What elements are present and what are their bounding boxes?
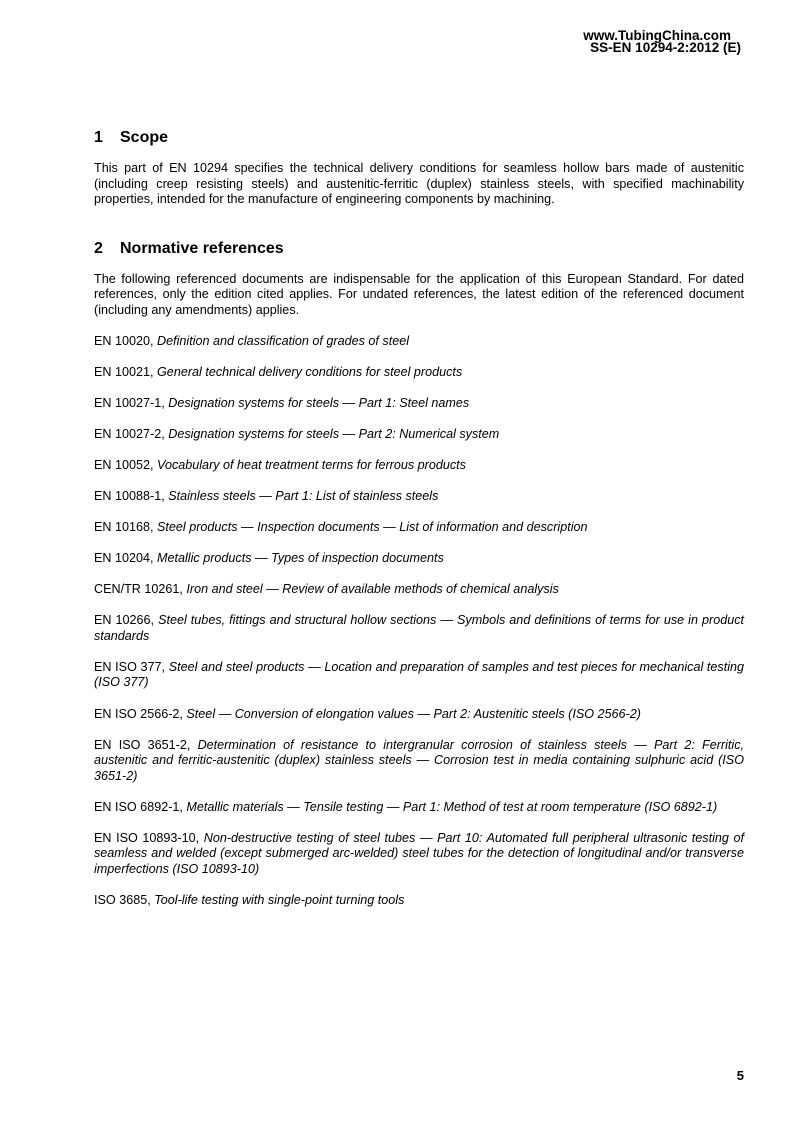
page-header xyxy=(583,30,741,54)
reference-code: EN ISO 3651-2, xyxy=(94,737,191,752)
reference-title: Designation systems for steels — Part 1: Steel names xyxy=(168,395,470,410)
reference-title: Metallic products — Types of inspection documents xyxy=(157,551,444,566)
reference-title: Steel and steel products — Location and preparation of samples and test pieces for mechanical testing (ISO 377) xyxy=(94,659,745,690)
reference-item xyxy=(94,660,744,691)
reference-code: EN ISO 377, xyxy=(94,659,166,674)
reference-code: EN 10266, xyxy=(94,613,155,628)
section-title: Normative references xyxy=(120,239,284,257)
section-number: 1 xyxy=(94,129,103,146)
reference-title: Determination of resistance to intergranular corrosion of stainless steels — Part 2: Ferritic, austenitic and ferritic-austenitic (duplex) stainless steels — Corrosion test in media containing sulphuric acid (ISO 3651-2) xyxy=(94,737,745,783)
reference-code: EN 10088-1, xyxy=(94,488,165,503)
reference-code: EN 10021, xyxy=(94,364,154,379)
reference-item xyxy=(94,489,744,505)
reference-code: EN 10020, xyxy=(94,333,154,348)
reference-title: Metallic materials — Tensile testing — Part 1: Method of test at room temperature (ISO 6892-1) xyxy=(186,799,718,814)
reference-item xyxy=(94,551,744,567)
reference-code: EN ISO 2566-2, xyxy=(94,706,183,721)
reference-title: Steel — Conversion of elongation values — Part 2: Austenitic steels (ISO 2566-2) xyxy=(186,706,641,721)
reference-item xyxy=(94,707,744,723)
reference-item xyxy=(94,365,744,381)
reference-code: EN ISO 6892-1, xyxy=(94,799,183,814)
reference-title: Steel tubes, fittings and structural hollow sections — Symbols and definitions of terms for use in product standards xyxy=(94,613,745,643)
reference-title: Definition and classification of grades of steel xyxy=(157,333,410,348)
reference-item xyxy=(94,427,744,443)
scope-paragraph: This part of EN 10294 specifies the technical delivery conditions for seamless hollow bars made of austenitic (including creep resisting steels) and austenitic-ferritic (duplex) stainless steels, with specified machinability properties, intended for the manufacture of engineering components by machining. xyxy=(94,161,744,206)
section-title: Scope xyxy=(120,129,169,146)
reference-item xyxy=(94,520,744,536)
reference-item xyxy=(94,893,744,909)
reference-title: Vocabulary of heat treatment terms for ferrous products xyxy=(157,457,466,472)
reference-code: EN ISO 10893-10, xyxy=(94,830,200,845)
reference-code: EN 10052, xyxy=(94,457,154,472)
reference-item xyxy=(94,458,744,474)
document-id: SS-EN 10294-2:2012 (E) xyxy=(590,40,741,55)
reference-code: EN 10027-1, xyxy=(94,395,165,410)
main-content xyxy=(94,128,744,924)
reference-list xyxy=(94,334,744,909)
reference-code: EN 10204, xyxy=(94,551,154,566)
reference-title: Tool-life testing with single-point turning tools xyxy=(154,892,405,907)
reference-title: Stainless steels — Part 1: List of stainless steels xyxy=(168,488,439,503)
reference-item xyxy=(94,738,744,785)
reference-item xyxy=(94,831,744,878)
reference-title: General technical delivery conditions for steel products xyxy=(157,364,463,379)
reference-title: Designation systems for steels — Part 2: Numerical system xyxy=(168,426,500,441)
reference-item xyxy=(94,334,744,350)
references-intro-paragraph: The following referenced documents are indispensable for the application of this European Standard. For dated references, only the edition cited applies. For undated references, the latest edition of the referenced document (including any amendments) applies. xyxy=(94,271,744,317)
section-1-heading xyxy=(94,128,744,148)
reference-title: Iron and steel — Review of available methods of chemical analysis xyxy=(186,582,559,597)
reference-item xyxy=(94,613,744,644)
page-number: 5 xyxy=(736,1068,744,1083)
reference-item xyxy=(94,800,744,816)
section-2-heading xyxy=(94,239,744,259)
reference-item xyxy=(94,396,744,412)
reference-title: Steel products — Inspection documents — List of information and description xyxy=(157,520,588,535)
reference-code: EN 10027-2, xyxy=(94,426,165,441)
reference-code: CEN/TR 10261, xyxy=(94,582,183,597)
reference-code: ISO 3685, xyxy=(94,892,151,907)
reference-item xyxy=(94,582,744,598)
watermark-text: www.TubingChina.com xyxy=(583,28,731,43)
reference-code: EN 10168, xyxy=(94,520,154,535)
reference-title: Non-destructive testing of steel tubes — Part 10: Automated full peripheral ultrasonic testing of seamless and welded (except submerged arc-welded) steel tubes for the detection of longitudinal and/or transverse imperfections (ISO 10893-10) xyxy=(94,830,745,876)
section-number: 2 xyxy=(94,239,103,257)
